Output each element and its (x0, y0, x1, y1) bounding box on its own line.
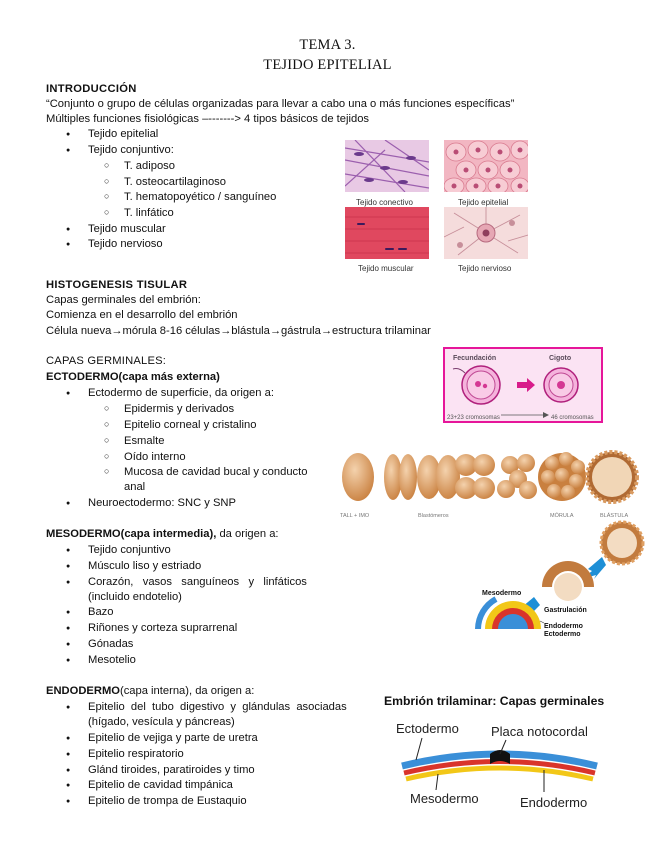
endodermo-bullet-tiroides: ● Glánd tiroides, paratiroides y timo (88, 763, 255, 778)
conjuntivo-sub-osteo: ○ T. osteocartilaginoso (124, 175, 226, 190)
intro-bullet-conjuntivo: ● Tejido conjuntivo: (88, 143, 174, 158)
caption-tejido-conectivo: Tejido conectivo (356, 198, 413, 207)
trilaminar-label-mesodermo: Mesodermo (410, 791, 479, 806)
page-title-line2: TEJIDO EPITELIAL (263, 57, 392, 73)
intro-bullet-epitelial: ● Tejido epitelial (88, 127, 158, 142)
gastrula-label-ectodermo: Ectodermo (544, 631, 581, 638)
intro-quote: “Conjunto o grupo de células organizadas para llevar a cabo una o más funciones específicas” (46, 98, 515, 110)
fecundation-label: Fecundación (453, 355, 497, 362)
trilaminar-label-placa: Placa notocordal (491, 724, 588, 739)
mesodermo-bullet-mesotelio: ● Mesotelio (88, 653, 136, 668)
endodermo-bullet-eustaquio: ● Epitelio de trompa de Eustaquio (88, 794, 247, 809)
cleavage-illustration (338, 445, 640, 523)
mesodermo-bullet-conjuntivo: ● Tejido conjuntivo (88, 543, 171, 558)
cleavage-figure (338, 445, 640, 523)
mesodermo-heading (46, 527, 279, 542)
conjuntivo-sub-linfatico: ○ T. linfático (124, 206, 174, 221)
endodermo-bullet-digestivo: ● Epitelio del tubo digestivo y glándulas asociadas (88, 700, 347, 715)
gastrula-label-gastrulacion: Gastrulación (544, 607, 587, 614)
fecundation-figure (443, 347, 603, 423)
mesodermo-title-rest: da origen a: (216, 528, 279, 540)
histogenesis-line-3: Célula nueva→mórula 8-16 células→blástula→gástrula→estructura trilaminar (46, 325, 431, 337)
mesodermo-bullet-corazon-cont: (incluido endotelio) (88, 591, 182, 603)
trilaminar-label-endodermo: Endodermo (520, 795, 588, 810)
tejido-muscular-image (345, 207, 429, 259)
histogenesis-heading: HISTOGENESIS TISULAR (46, 279, 188, 291)
mesodermo-title: MESODERMO(capa intermedia), (46, 528, 217, 540)
endodermo-bullet-timpanica: ● Epitelio de cavidad timpánica (88, 778, 233, 793)
mesodermo-bullet-bazo: ● Bazo (88, 605, 114, 620)
gastrula-label-endodermo: Endodermo (544, 623, 583, 630)
ectodermo-bullet-superficie: ● Ectodermo de superficie, da origen a: (88, 386, 274, 401)
caption-tejido-muscular: Tejido muscular (358, 264, 414, 273)
trilaminar-title: Embrión trilaminar: Capas germinales (384, 694, 605, 708)
ectodermo-sub-oido: ○ Oído interno (124, 450, 186, 465)
trilaminar-label-ectodermo: Ectodermo (396, 721, 459, 736)
ectodermo-sub-epidermis: ○ Epidermis y derivados (124, 402, 234, 417)
cleavage-caption-4: BLÁSTULA (600, 513, 629, 519)
ectodermo-title: ECTODERMO(capa más externa) (46, 371, 220, 383)
mesodermo-bullet-gonadas: ● Gónadas (88, 637, 133, 652)
endodermo-title: ENDODERMO (46, 685, 120, 697)
histogenesis-line-2: Comienza en el desarrollo del embrión (46, 309, 238, 321)
tejido-muscular-illustration (345, 207, 429, 259)
ectodermo-sub-mucosa: ○ Mucosa de cavidad bucal y conducto (124, 465, 307, 480)
gastrula-label-mesodermo: Mesodermo (482, 590, 522, 597)
ectodermo-bullet-neuro: ● Neuroectodermo: SNC y SNP (88, 496, 236, 511)
tejido-nervioso-image (444, 207, 528, 259)
gastrula-figure (470, 517, 646, 642)
cleavage-caption-1: TALL + IMO (340, 513, 370, 519)
endodermo-bullet-vejiga: ● Epitelio de vejiga y parte de uretra (88, 731, 258, 746)
mesodermo-bullet-musculo: ● Músculo liso y estriado (88, 559, 201, 574)
tejido-conectivo-illustration (345, 140, 429, 192)
histogenesis-line-1: Capas germinales del embrión: (46, 294, 201, 306)
tejido-conectivo-image (345, 140, 429, 192)
mesodermo-bullet-rinones: ● Riñones y corteza suprarrenal (88, 621, 237, 636)
intro-bullet-muscular: ● Tejido muscular (88, 222, 166, 237)
intro-bullet-nervioso: ● Tejido nervioso (88, 237, 163, 252)
ectodermo-sub-corneal: ○ Epitelio corneal y cristalino (124, 418, 256, 433)
caption-tejido-epitelial: Tejido epitelial (458, 198, 509, 207)
endodermo-heading (46, 684, 254, 699)
conjuntivo-sub-adiposo: ○ T. adiposo (124, 159, 175, 174)
tejido-nervioso-illustration (444, 207, 528, 259)
conjuntivo-sub-hemato: ○ T. hematopoyético / sanguíneo (124, 190, 276, 205)
page-title-line1: TEMA 3. (299, 37, 356, 53)
intro-heading: INTRODUCCIÓN (46, 83, 137, 95)
ectodermo-sub-mucosa-cont: anal (124, 481, 146, 493)
endodermo-title-rest: (capa interna), da origen a: (119, 685, 255, 697)
cigoto-label: Cigoto (549, 355, 572, 362)
capas-heading: CAPAS GERMINALES: (46, 355, 167, 367)
mesodermo-bullet-corazon: ● Corazón, vasos sanguíneos y linfáticos (88, 575, 307, 590)
caption-tejido-nervioso: Tejido nervioso (458, 264, 512, 273)
chromosomes-right: 46 cromosomas (551, 415, 594, 421)
endodermo-bullet-respiratorio: ● Epitelio respiratorio (88, 747, 184, 762)
intro-line: Múltiples funciones fisiológicas –-------> 4 tipos básicos de tejidos (46, 113, 370, 125)
cleavage-caption-2: Blastómeros (418, 513, 449, 519)
cleavage-caption-3: MÓRULA (550, 513, 574, 519)
trilaminar-figure (382, 694, 632, 820)
tejido-epitelial-illustration (444, 140, 528, 192)
chromosomes-left: 23+23 cromosomas (447, 415, 500, 421)
endodermo-bullet-digestivo-cont: (hígado, vesícula y páncreas) (88, 716, 235, 728)
tejido-epitelial-image (444, 140, 528, 192)
ectodermo-sub-esmalte: ○ Esmalte (124, 434, 164, 449)
